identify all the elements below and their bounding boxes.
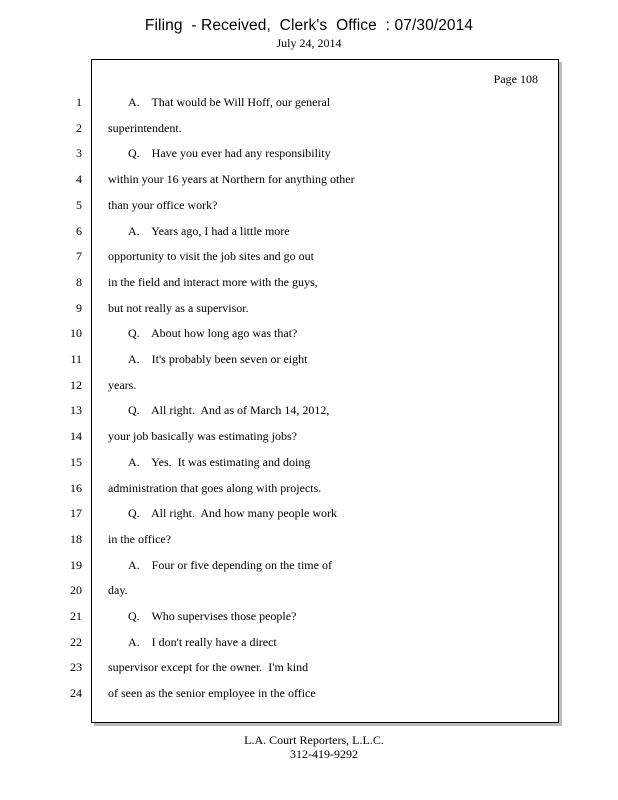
transcript-line: than your office work? [108, 198, 218, 212]
transcript-line: in the field and interact more with the guys, [108, 275, 318, 289]
transcript-line: superintendent. [108, 121, 182, 135]
line-number: 10 [70, 326, 82, 340]
page-number: Page 108 [493, 72, 538, 86]
line-number: 8 [76, 275, 82, 289]
transcript-line: administration that goes along with projects. [108, 481, 322, 495]
line-number: 17 [70, 506, 82, 520]
line-number: 11 [70, 352, 82, 366]
line-number: 3 [76, 146, 82, 160]
transcript-line: Q. Who supervises those people? [128, 609, 297, 623]
transcript-line: A. It's probably been seven or eight [128, 352, 308, 366]
court-reporter-name: L.A. Court Reporters, L.L.C. [244, 733, 384, 747]
transcript-line: your job basically was estimating jobs? [108, 429, 297, 443]
transcript-line: Q. Have you ever had any responsibility [128, 146, 331, 160]
line-number: 14 [70, 429, 82, 443]
line-number: 18 [70, 532, 82, 546]
line-number: 4 [76, 172, 82, 186]
transcript-line: day. [108, 583, 128, 597]
line-number: 6 [76, 224, 82, 238]
court-reporter-phone: 312-419-9292 [290, 747, 358, 761]
line-number: 2 [76, 121, 82, 135]
transcript-line: opportunity to visit the job sites and go out [108, 249, 314, 263]
line-number: 15 [70, 455, 82, 469]
line-number: 19 [70, 558, 82, 572]
line-number: 24 [70, 686, 82, 700]
transcript-line: A. I don't really have a direct [128, 635, 277, 649]
line-number: 21 [70, 609, 82, 623]
transcript-line: A. That would be Will Hoff, our general [128, 95, 331, 109]
line-number: 23 [70, 660, 82, 674]
transcript-line: Q. About how long ago was that? [128, 326, 298, 340]
deposition-date: July 24, 2014 [276, 36, 342, 50]
transcript-line: Q. All right. And as of March 14, 2012, [128, 403, 330, 417]
transcript-line: of seen as the senior employee in the office [108, 686, 316, 700]
line-number: 12 [70, 378, 82, 392]
filing-stamp: Filing - Received, Clerk's Office : 07/30/2014 [144, 17, 474, 34]
transcript-line: A. Years ago, I had a little more [128, 224, 290, 238]
line-number: 9 [76, 301, 82, 315]
line-number: 5 [76, 198, 82, 212]
transcript-line: A. Four or five depending on the time of [128, 558, 332, 572]
transcript-line: within your 16 years at Northern for anything other [108, 172, 355, 186]
transcript-line: in the office? [108, 532, 172, 546]
transcript-line: but not really as a supervisor. [108, 301, 249, 315]
line-number: 7 [76, 249, 82, 263]
line-number: 20 [70, 583, 82, 597]
transcript-line: years. [108, 378, 137, 392]
transcript-line: supervisor except for the owner. I'm kind [108, 660, 309, 674]
line-number: 1 [76, 95, 82, 109]
line-number: 22 [70, 635, 82, 649]
line-number: 13 [70, 403, 82, 417]
transcript-line: Q. All right. And how many people work [128, 506, 337, 520]
line-number: 16 [70, 481, 82, 495]
transcript-line: A. Yes. It was estimating and doing [128, 455, 311, 469]
